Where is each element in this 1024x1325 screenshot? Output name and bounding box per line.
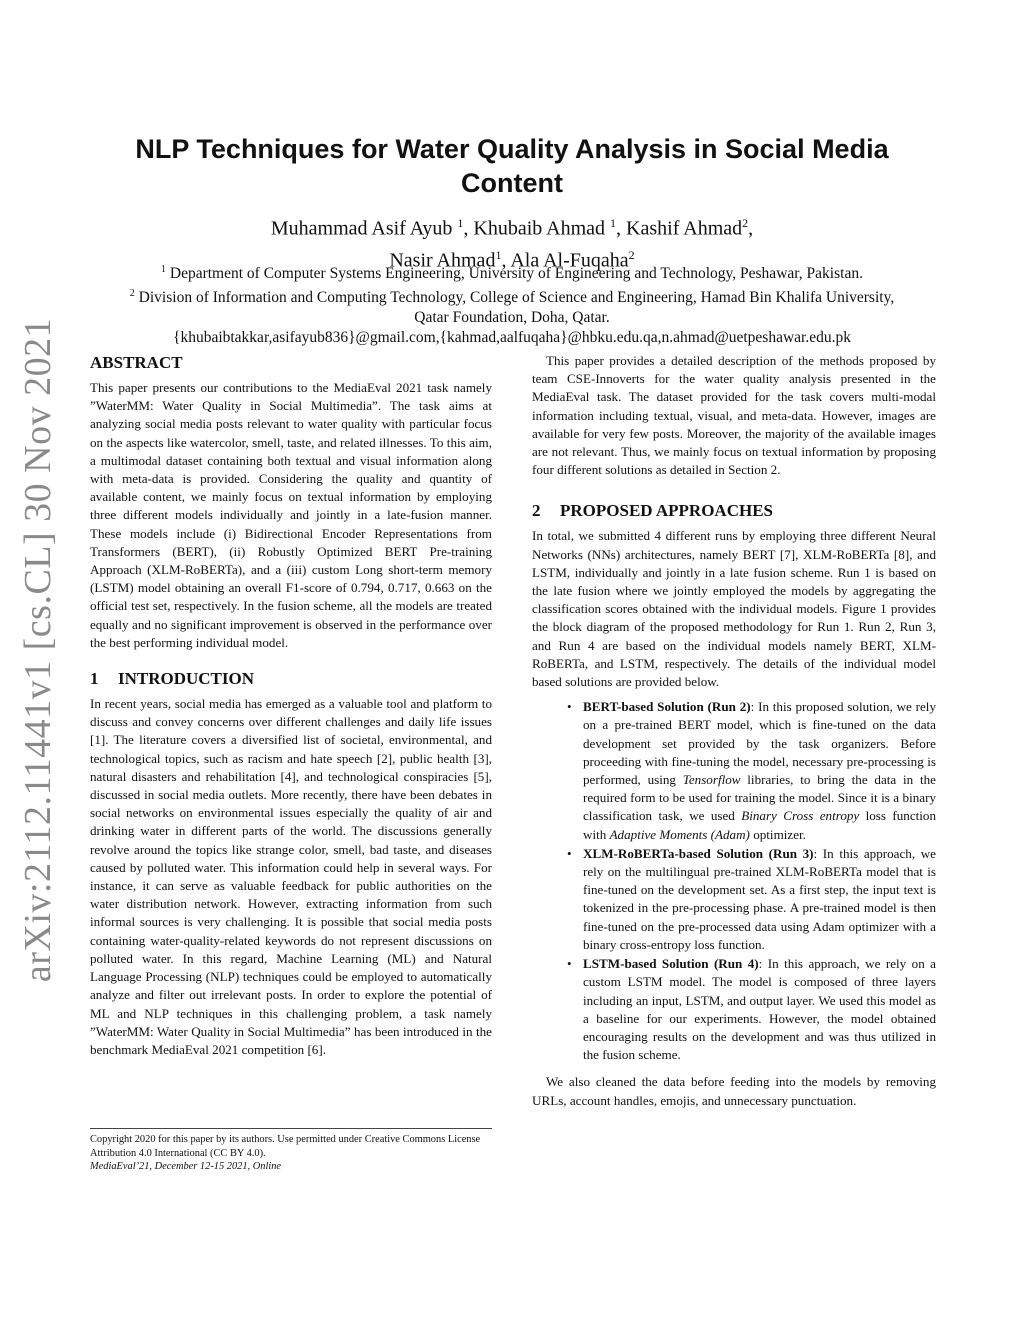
- section-number: 1: [90, 669, 99, 689]
- author-name: Khubaib Ahmad: [473, 217, 611, 240]
- abstract-heading: ABSTRACT: [90, 353, 183, 372]
- author-name: Ala Al-Fuqaha: [510, 249, 629, 272]
- left-column: [90, 352, 492, 1059]
- copyright-footnote: [90, 1128, 492, 1174]
- bullet-icon: •: [567, 699, 572, 715]
- venue-italic: MediaEval’21, December 12-15 2021, Online: [90, 1161, 282, 1172]
- right-column: [532, 352, 936, 1110]
- affiliation-1: [120, 260, 904, 284]
- run-label: BERT-based Solution (Run 2): [583, 699, 751, 715]
- list-item: [567, 845, 936, 954]
- approaches-heading: [532, 500, 936, 522]
- affiliations: [120, 260, 904, 348]
- author-separator: ,: [463, 217, 474, 240]
- author-separator: ,: [748, 217, 754, 240]
- affiliation-2: [120, 284, 904, 328]
- author-name: Muhammad Asif Ayub: [270, 217, 458, 240]
- approaches-text: In total, we submitted 4 different runs by employing three different Neural Networks (NNs) architectures, namely BERT [7], XLM-RoBERTa [8], and LSTM, individually and jointly in a late fusion scheme. Run 1 is based on the late fusion where we jointly employed the models by aggregating the classification scores obtained with the individual models. Figure 1 provides the block diagram of the proposed methodology for Run 1. Run 2, Run 3, and Run 4 are based on the individual models namely BERT, XLM-RoBERTa, and LSTM, respectively. The details of the individual model based solutions are provided below.: [532, 528, 936, 690]
- run-list: [532, 698, 936, 1064]
- run-label: XLM-RoBERTa-based Solution (Run 3): [583, 845, 814, 861]
- intro-continued-text: This paper provides a detailed description of the methods proposed by team CSE-Innoverts for the water quality analysis presented in the MediaEval task. The dataset provided for the task covers multi-modal information including textual, visual, and meta-data. However, images are available for very few posts. Moreover, the majority of the available images are not relevant. Thus, we mainly focus on textual information by proposing four different solutions as detailed in Section 2.: [532, 353, 936, 478]
- author-name: Kashif Ahmad: [626, 217, 743, 240]
- introduction-heading: [90, 668, 492, 690]
- run-label: LSTM-based Solution (Run 4): [583, 956, 759, 972]
- run-description: loss function with: [583, 808, 937, 842]
- run-description: libraries, to bring the data in the required form to be used for training the model. Since it is a binary classification task, we used: [583, 772, 936, 824]
- author-name: Nasir Ahmad: [389, 249, 496, 272]
- section-title: INTRODUCTION: [118, 669, 255, 689]
- contact-emails: {khubaibtakkar,asifayub836}@gmail.com,{kahmad,aalfuqaha}@hbku.edu.qa,n.ahmad@uetpeshawar.edu.pk: [173, 329, 851, 347]
- author-separator: ,: [616, 217, 627, 240]
- affiliation-mark: 1: [161, 264, 167, 275]
- section-number: 2: [532, 501, 541, 521]
- run-description: optimizer.: [749, 826, 806, 842]
- affiliation-mark: 2: [129, 288, 135, 300]
- run-description: : In this proposed solution, we rely on a pre-trained BERT model, which is fine-tuned on the data development set provided by the task organizers. Before proceeding with fine-tuning the model, necessary pre-processing is performed, using: [583, 699, 936, 788]
- affiliation-text: Division of Information and Computing Technology, College of Science and Engineering, Hamad Bin Khalifa University, Qatar Foundation, Doha, Qatar.: [134, 289, 895, 327]
- bullet-icon: •: [567, 956, 572, 972]
- list-item: [567, 955, 936, 1064]
- emphasis: Tensorflow: [682, 772, 741, 788]
- affiliation-text: Department of Computer Systems Engineering, University of Engineering and Technology, Peshawar, Pakistan.: [166, 265, 863, 283]
- author-affiliation-mark: 2: [628, 247, 635, 262]
- proposed-approaches-section: [532, 500, 936, 1109]
- author-affiliation-mark: 1: [457, 216, 464, 230]
- introduction-text: In recent years, social media has emerged as a valuable tool and platform to discuss and convey concerns over different challenges and daily life issues [1]. The literature covers a diversified list of societal, environmental, and technological topics, such as racism and hate speech [2], public health [3], natural disasters and rehabilitation [4], and technological conspiracies [5], discussed in social media outlets. More recently, there have been debates in social networks on environmental issues especially the quality of air and drinking water in different parts of the world. The discussions generally revolve around the topics like strange color, smell, bad taste, and diseases caused by polluted water. This information could help in several ways. For instance, it can serve as valuable feedback for public authorities on the water distribution network. However, extracting information from such informal sources is very challenging. It is possible that social media posts containing water-quality-related keywords do not represent discussions on polluted water. In this regard, Machine Learning (ML) and Natural Language Processing (NLP) techniques could be employed to automatically analyze and filter out irrelevant posts. In order to explore the potential of ML and NLP techniques in this challenging problem, a task namely ”WaterMM: Water Quality in Social Multimedia” has been introduced in the benchmark MediaEval 2021 competition [6].: [90, 696, 492, 1057]
- arxiv-identifier: [8, 317, 68, 983]
- arxiv-id-text: arXiv:2112.11441v1 [cs.CL] 30 Nov 2021: [17, 317, 60, 983]
- author-separator: ,: [501, 249, 511, 272]
- author-affiliation-mark: 1: [610, 216, 617, 230]
- abstract-section: [90, 352, 492, 652]
- bullet-icon: •: [567, 845, 572, 861]
- author-affiliation-mark: 2: [742, 216, 749, 230]
- closing-text: We also cleaned the data before feeding into the models by removing URLs, account handles, emojis, and unnecessary punctuation.: [532, 1074, 936, 1108]
- run-description: : In this approach, we rely on the multilingual pre-trained XLM-RoBERTa model that is fine-tuned on the development set. As a first step, the input text is tokenized in the pre-processing phase. A pre-trained model is then fine-tuned on the pre-processed data using Adam optimizer with a binary cross-entropy loss function.: [583, 845, 936, 952]
- paper-title: NLP Techniques for Water Quality Analysis in Social Media Content: [135, 134, 889, 198]
- run-description: : In this approach, we rely on a custom LSTM model. The model is composed of three layers including an input, LSTM, and output layer. We used this model as a baseline for our experiments. However, the model obtained encouraging results on the development and was thus utilized in the fusion scheme.: [583, 956, 936, 1063]
- list-item: [567, 698, 937, 844]
- abstract-text: This paper presents our contributions to the MediaEval 2021 task namely ”WaterMM: Water Quality in Social Multimedia”. The task aims at analyzing social media posts relevant to water quality with particular focus on the aspects like watercolor, smell, taste, and related illnesses. To this aim, a multimodal dataset containing both textual and visual information along with meta-data is provided. Considering the quality and quantity of available content, we mainly focus on textual information by employing three different models individually and jointly in a late-fusion manner. These models include (i) Bidirectional Encoder Representations from Transformers (BERT), (ii) Robustly Optimized BERT Pre-training Approach (XLM-RoBERTa), and a (iii) custom Long short-term memory (LSTM) model obtaining an overall F1-score of 0.794, 0.717, 0.663 on the official test set, respectively. In the fusion scheme, all the models are treated equally and no significant improvement is observed in the performance over the best performing individual model.: [90, 380, 492, 650]
- venue-text: [90, 1160, 492, 1174]
- copyright-text: Copyright 2020 for this paper by its authors. Use permitted under Creative Commons License Attribution 4.0 International (CC BY 4.0).: [90, 1134, 481, 1159]
- introduction-section: [90, 668, 492, 1059]
- section-title: PROPOSED APPROACHES: [560, 501, 773, 521]
- emphasis: Binary Cross entropy: [741, 808, 860, 824]
- emphasis: Adaptive Moments (Adam): [609, 826, 750, 842]
- author-affiliation-mark: 1: [495, 247, 502, 262]
